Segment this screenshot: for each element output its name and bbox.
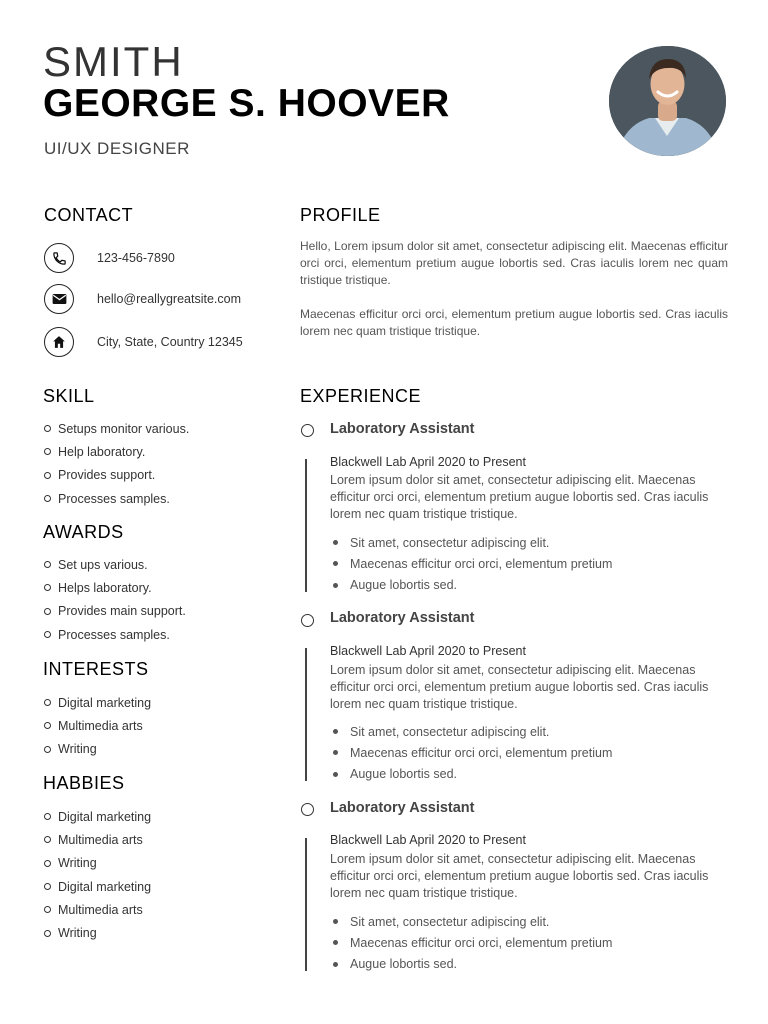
bullet-icon [44, 448, 51, 455]
bullet-icon [44, 495, 51, 502]
full-name: GEORGE S. HOOVER [43, 82, 450, 125]
contact-phone [44, 243, 284, 273]
profile-paragraph-1: Hello, Lorem ipsum dolor sit amet, consectetur adipiscing elit. Maecenas efficitur orci orci, elementum pretium augue lobortis sed. Cras iaculis lorem nec quam tristique tristique. [300, 239, 728, 287]
experience-subtitle: Blackwell Lab April 2020 to Present [330, 644, 526, 658]
habby-item: Multimedia arts [58, 902, 143, 917]
profile-photo [609, 46, 726, 156]
interest-item: Writing [58, 742, 97, 757]
bullet-icon [333, 540, 338, 545]
mail-icon [44, 284, 74, 314]
list-item [44, 738, 151, 761]
profile-heading: PROFILE [300, 205, 381, 225]
experience-bullet: Sit amet, consectetur adipiscing elit. [350, 914, 550, 929]
bullet-icon [44, 584, 51, 591]
bullet-icon [44, 561, 51, 568]
experience-description: Lorem ipsum dolor sit amet, consectetur adipiscing elit. Maecenas efficitur orci orci, elementum pretium augue lobortis sed. Cras iaculis lorem nec quam tristique tristique. [330, 473, 709, 521]
experience-title: Laboratory Assistant [330, 610, 475, 626]
phone-text: 123-456-7890 [97, 251, 175, 265]
list-item [44, 553, 186, 576]
bullet-icon [333, 940, 338, 945]
experience-title: Laboratory Assistant [330, 800, 475, 816]
bullet-icon [44, 930, 51, 937]
bullet-icon [44, 883, 51, 890]
bullet-icon [333, 919, 338, 924]
bullet-icon [44, 813, 51, 820]
job-title: UI/UX DESIGNER [44, 139, 190, 158]
bullet-icon [44, 906, 51, 913]
contact-address [44, 327, 284, 357]
skill-heading: SKILL [43, 386, 95, 406]
skill-item: Help laboratory. [58, 444, 146, 459]
habby-item: Digital marketing [58, 809, 152, 824]
list-item [44, 805, 151, 828]
list-item [330, 764, 612, 785]
bullet-icon [44, 836, 51, 843]
habby-item: Multimedia arts [58, 832, 143, 847]
experience-subtitle: Blackwell Lab April 2020 to Present [330, 833, 526, 847]
list-item [44, 623, 186, 646]
bullet-icon [333, 772, 338, 777]
list-item [44, 898, 151, 921]
interests-heading: INTERESTS [43, 659, 149, 679]
experience-bullet: Sit amet, consectetur adipiscing elit. [350, 535, 550, 550]
award-item: Provides main support. [58, 604, 186, 619]
list-item [330, 553, 612, 574]
bullet-icon [333, 962, 338, 967]
list-item [44, 417, 189, 440]
email-text: hello@reallygreatsite.com [97, 292, 242, 306]
bullet-icon [333, 561, 338, 566]
bullet-icon [44, 608, 51, 615]
list-item [330, 532, 612, 553]
bullet-icon [333, 583, 338, 588]
profile-paragraph-2: Maecenas efficitur orci orci, elementum pretium augue lobortis sed. Cras iaculis lorem nec quam tristique tristique. [300, 307, 728, 338]
bullet-icon [333, 750, 338, 755]
timeline-line [305, 459, 307, 592]
bullet-icon [44, 699, 51, 706]
list-item [44, 600, 186, 623]
list-item [330, 954, 612, 975]
phone-icon [44, 243, 74, 273]
experience-description: Lorem ipsum dolor sit amet, consectetur adipiscing elit. Maecenas efficitur orci orci, elementum pretium augue lobortis sed. Cras iaculis lorem nec quam tristique tristique. [330, 852, 709, 900]
experience-bullet: Augue lobortis sed. [350, 767, 458, 782]
home-icon [44, 327, 74, 357]
experience-bullet: Augue lobortis sed. [350, 578, 458, 593]
address-text: City, State, Country 12345 [97, 335, 243, 349]
list-item [44, 691, 151, 714]
habby-item: Writing [58, 856, 97, 871]
bullet-icon [44, 472, 51, 479]
experience-bullet: Augue lobortis sed. [350, 957, 458, 972]
list-item [44, 464, 189, 487]
timeline-line [305, 838, 307, 971]
habbies-heading: HABBIES [43, 773, 125, 793]
list-item [44, 487, 189, 510]
skill-item: Processes samples. [58, 491, 170, 506]
interest-item: Multimedia arts [58, 718, 143, 733]
list-item [330, 575, 612, 596]
habby-item: Digital marketing [58, 879, 152, 894]
bullet-icon [44, 860, 51, 867]
list-item [44, 828, 151, 851]
timeline-circle-icon [301, 803, 314, 816]
experience-bullets [330, 911, 612, 975]
list-item [330, 721, 612, 742]
experience-heading: EXPERIENCE [300, 386, 422, 406]
experience-description: Lorem ipsum dolor sit amet, consectetur adipiscing elit. Maecenas efficitur orci orci, elementum pretium augue lobortis sed. Cras iaculis lorem nec quam tristique tristique. [330, 663, 709, 711]
skill-item: Setups monitor various. [58, 421, 190, 436]
list-item [44, 921, 151, 944]
skill-list [44, 417, 189, 510]
skill-item: Provides support. [58, 468, 156, 483]
award-item: Set ups various. [58, 557, 148, 572]
experience-bullets [330, 721, 612, 785]
list-item [44, 852, 151, 875]
experience-bullet: Maecenas efficitur orci orci, elementum pretium [350, 935, 613, 950]
experience-bullet: Maecenas efficitur orci orci, elementum pretium [350, 556, 613, 571]
list-item [330, 742, 612, 763]
contact-email [44, 284, 284, 314]
list-item [44, 714, 151, 737]
experience-bullet: Maecenas efficitur orci orci, elementum pretium [350, 745, 613, 760]
experience-bullets [330, 532, 612, 596]
list-item [330, 911, 612, 932]
experience-bullet: Sit amet, consectetur adipiscing elit. [350, 724, 550, 739]
list-item [44, 576, 186, 599]
list-item [330, 932, 612, 953]
awards-list [44, 553, 186, 646]
awards-heading: AWARDS [43, 522, 124, 542]
list-item [44, 875, 151, 898]
bullet-icon [44, 746, 51, 753]
bullet-icon [333, 729, 338, 734]
timeline-line [305, 648, 307, 781]
interests-list [44, 691, 151, 761]
bullet-icon [44, 425, 51, 432]
interest-item: Digital marketing [58, 695, 152, 710]
bullet-icon [44, 631, 51, 638]
bullet-icon [44, 722, 51, 729]
experience-title: Laboratory Assistant [330, 421, 475, 437]
award-item: Helps laboratory. [58, 580, 152, 595]
experience-subtitle: Blackwell Lab April 2020 to Present [330, 455, 526, 469]
award-item: Processes samples. [58, 627, 170, 642]
contact-heading: CONTACT [44, 205, 134, 225]
timeline-circle-icon [301, 424, 314, 437]
list-item [44, 440, 189, 463]
habby-item: Writing [58, 926, 97, 941]
habbies-list [44, 805, 151, 945]
timeline-circle-icon [301, 614, 314, 627]
last-name: SMITH [43, 38, 184, 85]
